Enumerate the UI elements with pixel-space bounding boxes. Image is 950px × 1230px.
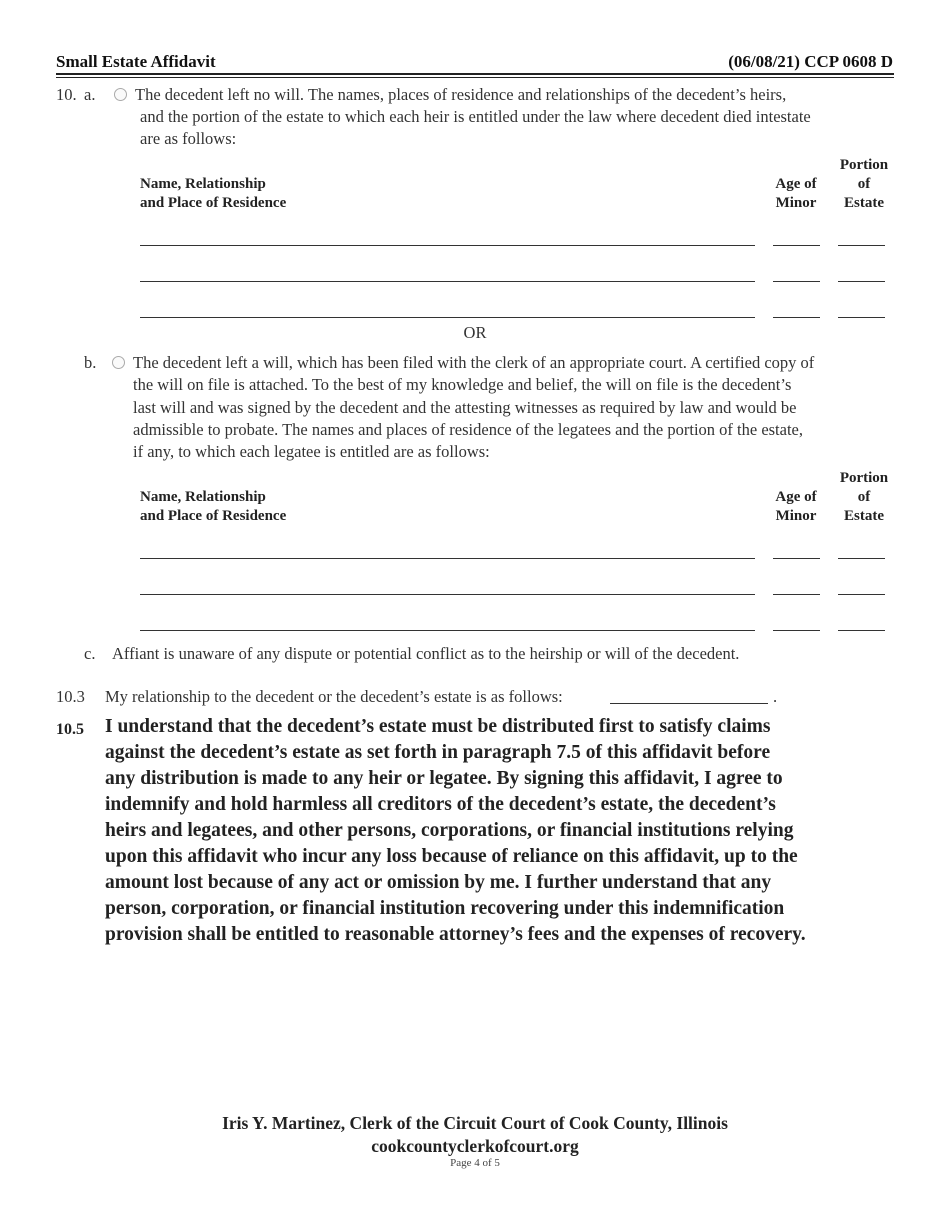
section-10b-text-line2: the will on file is attached. To the best of my knowledge and belief, the will on file is the decedent’s: [133, 375, 792, 394]
heir-age-field-2[interactable]: [773, 281, 820, 282]
section-10-5-line1: I understand that the decedent’s estate must be distributed first to satisfy claims: [105, 716, 771, 737]
heir-portion-field-3[interactable]: [838, 317, 885, 318]
section-10-5-line8: person, corporation, or financial institution recovering under this indemnification: [105, 898, 785, 919]
section-10-5-line2: against the decedent’s estate as set forth in paragraph 7.5 of this affidavit before: [105, 742, 771, 763]
legatees-age-header-line1: Age of: [775, 489, 817, 505]
section-10-5-line7: amount lost because of any act or omission by me. I further understand that any: [105, 872, 772, 893]
legatee-age-field-2[interactable]: [773, 594, 820, 595]
section-10-5-number: 10.5: [56, 721, 84, 738]
clerk-website: cookcountyclerkofcourt.org: [371, 1136, 579, 1156]
page-number: Page 4 of 5: [450, 1157, 500, 1169]
header-rule-thin: [56, 77, 894, 78]
section-10-5-line5: heirs and legatees, and other persons, corporations, or financial institutions relying: [105, 820, 794, 841]
legatee-portion-field-2[interactable]: [838, 594, 885, 595]
option-10a-radio[interactable]: [114, 88, 127, 101]
section-10a-text-line2: and the portion of the estate to which each heir is entitled under the law where decedent died intestate: [140, 107, 811, 126]
or-separator: OR: [463, 323, 487, 342]
legatee-portion-field-1[interactable]: [838, 558, 885, 559]
form-code: (06/08/21) CCP 0608 D: [728, 52, 893, 71]
heir-age-field-1[interactable]: [773, 245, 820, 246]
legatee-name-field-2[interactable]: [140, 594, 755, 595]
section-10b-label: b.: [84, 353, 97, 372]
section-10c-label: c.: [84, 644, 96, 663]
legatees-age-header-line2: Minor: [775, 508, 817, 524]
section-10b-text-line1: The decedent left a will, which has been filed with the clerk of an appropriate court. A certified copy of: [133, 353, 815, 372]
heirs-name-header-line1: Name, Relationship: [140, 176, 266, 192]
legatee-name-field-3[interactable]: [140, 630, 755, 631]
heirs-age-header-line1: Age of: [775, 176, 817, 192]
form-title: Small Estate Affidavit: [56, 52, 216, 71]
legatees-name-header-line2: and Place of Residence: [140, 508, 287, 524]
option-10b-radio[interactable]: [112, 356, 125, 369]
heir-name-field-2[interactable]: [140, 281, 755, 282]
section-10a-text-line3: are as follows:: [140, 129, 237, 148]
heirs-name-header-line2: and Place of Residence: [140, 195, 287, 211]
relationship-field[interactable]: [610, 703, 768, 704]
section-10a-text-line1: The decedent left no will. The names, places of residence and relationships of the decedent’s heirs,: [135, 85, 787, 104]
section-10-5-line6: upon this affidavit who incur any loss because of reliance on this affidavit, up to the: [105, 846, 798, 867]
heir-age-field-3[interactable]: [773, 317, 820, 318]
legatees-portion-header-line3: Estate: [844, 508, 884, 524]
section-10-3-text: My relationship to the decedent or the decedent’s estate is as follows:: [105, 687, 563, 706]
legatee-portion-field-3[interactable]: [838, 630, 885, 631]
heirs-portion-header-line3: Estate: [844, 195, 884, 211]
heir-name-field-1[interactable]: [140, 245, 755, 246]
section-10c-text: Affiant is unaware of any dispute or potential conflict as to the heirship or will of the decedent.: [112, 644, 740, 663]
legatee-name-field-1[interactable]: [140, 558, 755, 559]
legatees-portion-header-line2: of: [857, 489, 871, 505]
section-10b-text-line4: admissible to probate. The names and places of residence of the legatees and the portion of the estate,: [133, 420, 803, 439]
heir-portion-field-2[interactable]: [838, 281, 885, 282]
legatee-age-field-1[interactable]: [773, 558, 820, 559]
section-10b-text-line5: if any, to which each legatee is entitled are as follows:: [133, 442, 490, 461]
heirs-age-header-line2: Minor: [775, 195, 817, 211]
section-10-number: 10.: [56, 85, 77, 104]
section-10-5-line3: any distribution is made to any heir or legatee. By signing this affidavit, I agree to: [105, 768, 783, 789]
section-10-3-period: .: [773, 687, 778, 706]
legatees-portion-header-line1: Portion: [839, 470, 889, 486]
section-10-5-line4: indemnify and hold harmless all creditors of the decedent’s estate, the decedent’s: [105, 794, 776, 815]
legatee-age-field-3[interactable]: [773, 630, 820, 631]
section-10a-label: a.: [84, 85, 96, 104]
section-10b-text-line3: last will and was signed by the decedent and the attesting witnesses as required by law and would be: [133, 398, 797, 417]
section-10-3-number: 10.3: [56, 687, 85, 706]
heir-portion-field-1[interactable]: [838, 245, 885, 246]
heir-name-field-3[interactable]: [140, 317, 755, 318]
legatees-name-header-line1: Name, Relationship: [140, 489, 266, 505]
heirs-portion-header-line2: of: [857, 176, 871, 192]
clerk-name: Iris Y. Martinez, Clerk of the Circuit Court of Cook County, Illinois: [222, 1113, 728, 1133]
heirs-portion-header-line1: Portion: [839, 157, 889, 173]
header-rule-thick: [56, 73, 894, 75]
section-10-5-line9: provision shall be entitled to reasonable attorney’s fees and the expenses of recovery.: [105, 924, 806, 945]
